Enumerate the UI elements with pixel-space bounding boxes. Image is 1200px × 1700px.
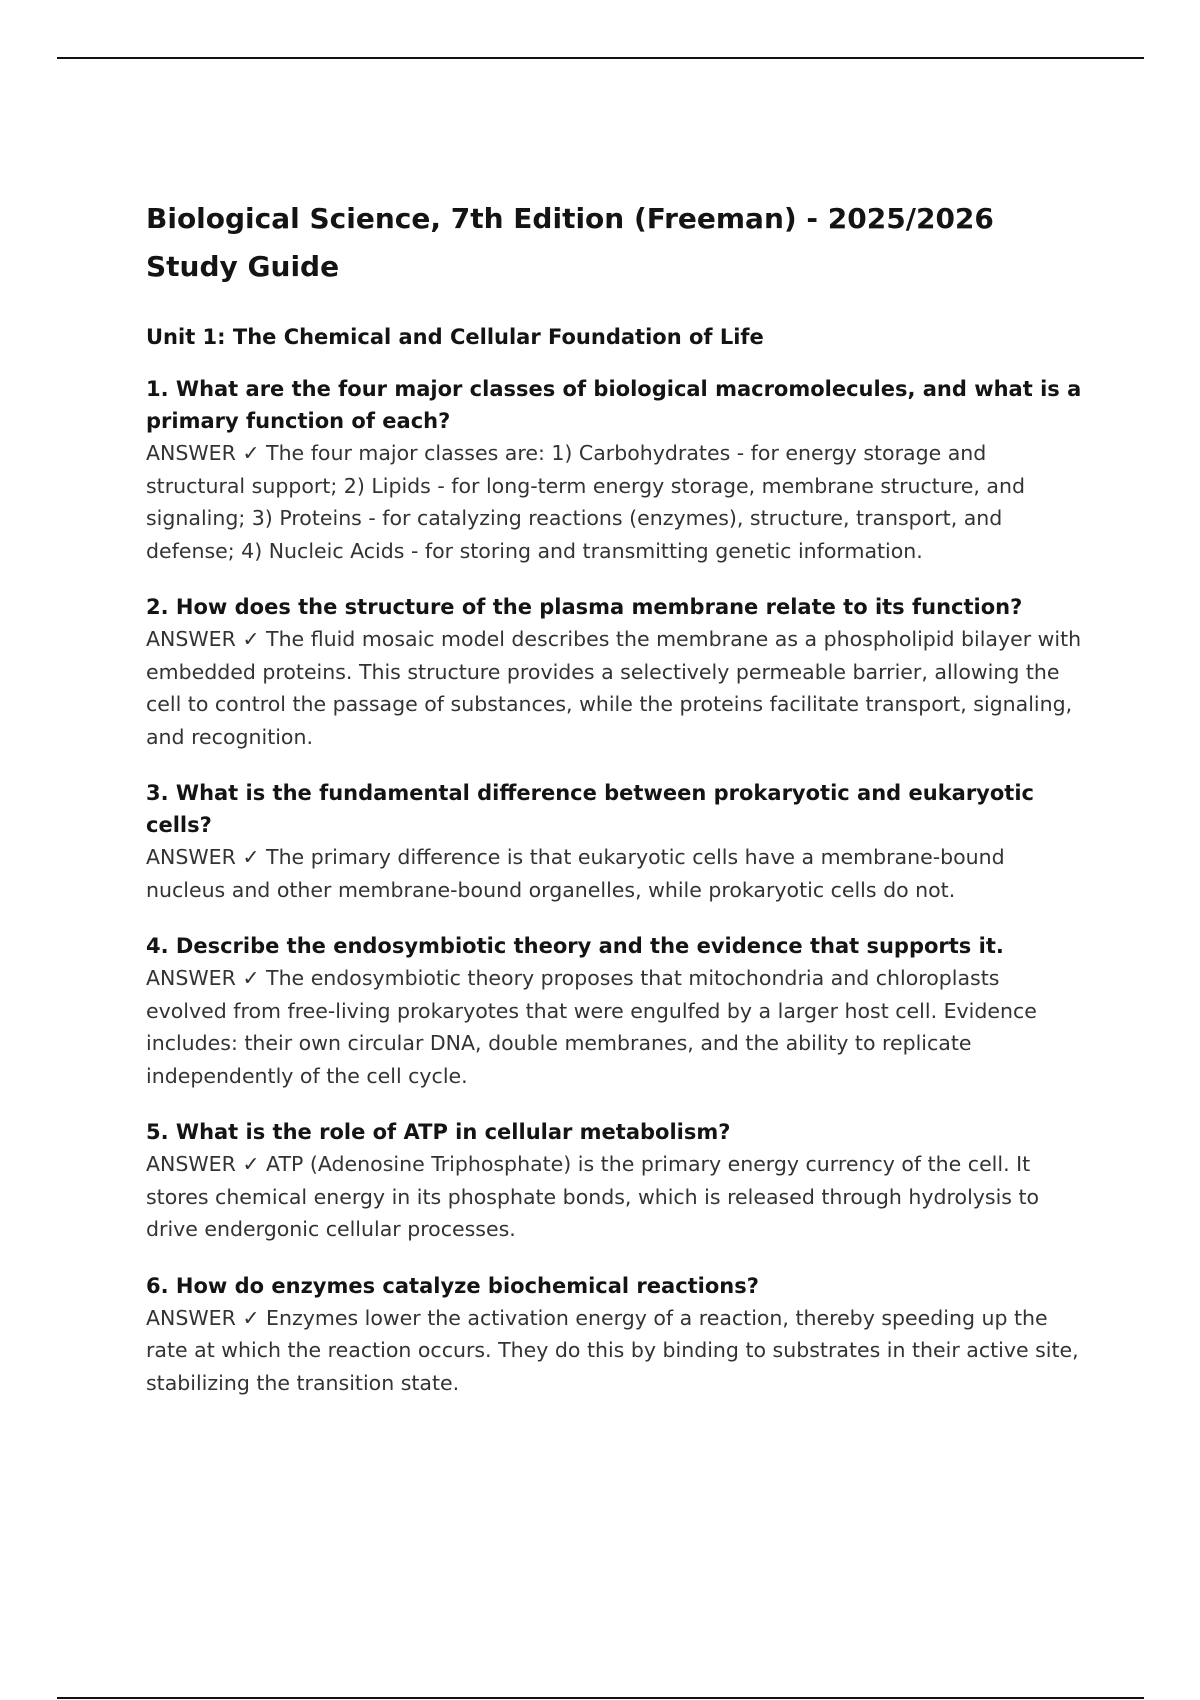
qa-item bbox=[146, 373, 1086, 567]
header-rule bbox=[57, 57, 1144, 59]
qa-item bbox=[146, 930, 1086, 1092]
qa-item bbox=[146, 1270, 1086, 1400]
question-text: 4. Describe the endosymbiotic theory and the evidence that supports it. bbox=[146, 934, 1004, 958]
document-title: Biological Science, 7th Edition (Freeman) - 2025/2026 Study Guide bbox=[146, 202, 994, 283]
unit-title: Unit 1: The Chemical and Cellular Foundation of Life bbox=[146, 325, 764, 349]
answer-text: ANSWER ✓ The endosymbiotic theory proposes that mitochondria and chloroplasts evolved from free-living prokaryotes that were engulfed by a larger host cell. Evidence includes: their own circular DNA, double membranes, and the ability to replicate independently of the cell cycle. bbox=[146, 966, 1037, 1088]
question-text: 6. How do enzymes catalyze biochemical reactions? bbox=[146, 1273, 759, 1298]
qa-item bbox=[146, 591, 1086, 753]
answer-text: ANSWER ✓ The four major classes are: 1) Carbohydrates - for energy storage and structural support; 2) Lipids - for long-term energy storage, membrane structure, and signaling; 3) Proteins - for catalyzing reactions (enzymes), structure, transport, and defense; 4) Nucleic Acids - for storing and transmitting genetic information. bbox=[146, 441, 1025, 563]
question-text: 3. What is the fundamental difference between prokaryotic and eukaryotic cells? bbox=[146, 781, 1034, 837]
question-text: 5. What is the role of ATP in cellular metabolism? bbox=[146, 1120, 731, 1144]
footer-rule bbox=[57, 1697, 1144, 1699]
answer-text: ANSWER ✓ The primary difference is that eukaryotic cells have a membrane-bound nucleus and other membrane-bound organelles, while prokaryotic cells do not. bbox=[146, 845, 1005, 902]
question-text: 1. What are the four major classes of biological macromolecules, and what is a primary function of each? bbox=[146, 377, 1082, 433]
qa-item bbox=[146, 777, 1086, 906]
question-text: 2. How does the structure of the plasma membrane relate to its function? bbox=[146, 595, 1023, 619]
answer-text: ANSWER ✓ ATP (Adenosine Triphosphate) is the primary energy currency of the cell. It stores chemical energy in its phosphate bonds, which is released through hydrolysis to drive endergonic cellular processes. bbox=[146, 1152, 1040, 1241]
answer-text: ANSWER ✓ The fluid mosaic model describes the membrane as a phospholipid bilayer with embedded proteins. This structure provides a selectively permeable barrier, allowing the cell to control the passage of substances, while the proteins facilitate transport, signaling, and recognition. bbox=[146, 627, 1082, 749]
answer-text: ANSWER ✓ Enzymes lower the activation energy of a reaction, thereby speeding up the rate at which the reaction occurs. They do this by binding to substrates in their active site, stabilizing the transition state. bbox=[146, 1305, 1079, 1395]
document-body bbox=[146, 195, 1086, 1423]
qa-item bbox=[146, 1116, 1086, 1246]
